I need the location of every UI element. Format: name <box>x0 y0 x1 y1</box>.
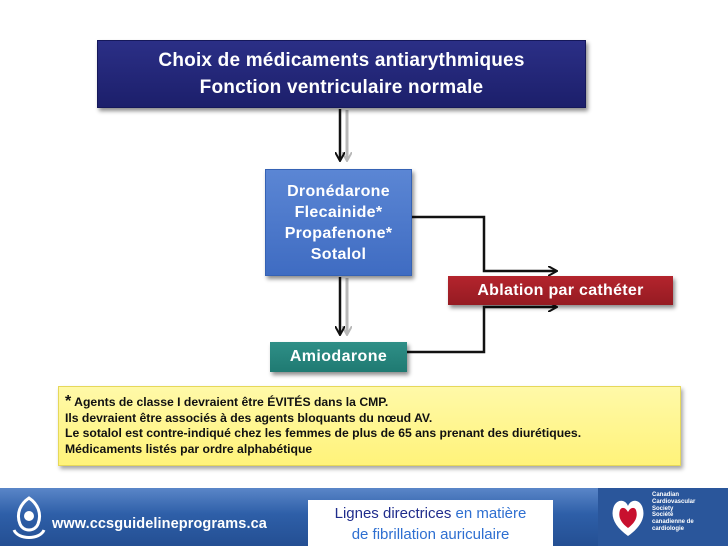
society-line-3: Society <box>652 505 674 512</box>
amiodarone-label: Amiodarone <box>289 348 388 365</box>
society-line-4: Société <box>652 512 674 519</box>
society-line-5: canadienne de <box>652 519 694 526</box>
arrow-amiodarone-to-ablation <box>407 307 556 352</box>
drug-dronedarone: Dronédarone <box>287 182 390 200</box>
note-line-2: Ils devraient être associés à des agents bloquants du nœud AV. <box>65 410 433 425</box>
note-line-1-text: Agents de classe I devraient être ÉVITÉS dans la CMP. <box>71 395 389 409</box>
title-box <box>97 40 586 108</box>
footer-title-line-1 <box>308 503 553 524</box>
footnote-box <box>58 386 681 466</box>
society-line-2: Cardiovascular <box>652 498 696 505</box>
note-asterisk: * <box>65 393 72 410</box>
footer-title-rest: en matière <box>451 505 527 522</box>
note-line-3: Le sotalol est contre-indiqué chez les femmes de plus de 65 ans prenant des diurétiques. <box>65 426 582 440</box>
note-line-1 <box>65 394 680 411</box>
ablation-box <box>448 276 673 305</box>
title-line-1: Choix de médicaments antiarythmiques <box>158 50 525 71</box>
drug-flecainide: Flecainide* <box>294 203 383 221</box>
ccs-guidelines-logo-icon <box>8 494 50 544</box>
footer-title-highlight: Lignes directrices <box>334 505 452 522</box>
society-line-1: Canadian <box>652 492 680 498</box>
note-line-4: Médicaments listés par ordre alphabétique <box>65 441 313 456</box>
ablation-label: Ablation par cathéter <box>477 281 644 299</box>
amiodarone-box <box>270 342 407 372</box>
drug-options-box <box>265 169 412 276</box>
heart-maple-icon <box>608 494 648 540</box>
ccs-society-name <box>652 492 695 533</box>
footer-title-line-2: de fibrillation auriculaire <box>351 526 510 543</box>
drug-sotalol: Sotalol <box>310 245 367 263</box>
drug-propafenone: Propafenone* <box>284 224 393 242</box>
title-line-2: Fonction ventriculaire normale <box>199 77 484 98</box>
footer-title <box>308 503 553 545</box>
website-link[interactable]: www.ccsguidelineprograms.ca <box>52 516 267 532</box>
arrow-drugs-to-ablation <box>412 217 556 271</box>
society-line-6: cardiologie <box>652 525 685 532</box>
